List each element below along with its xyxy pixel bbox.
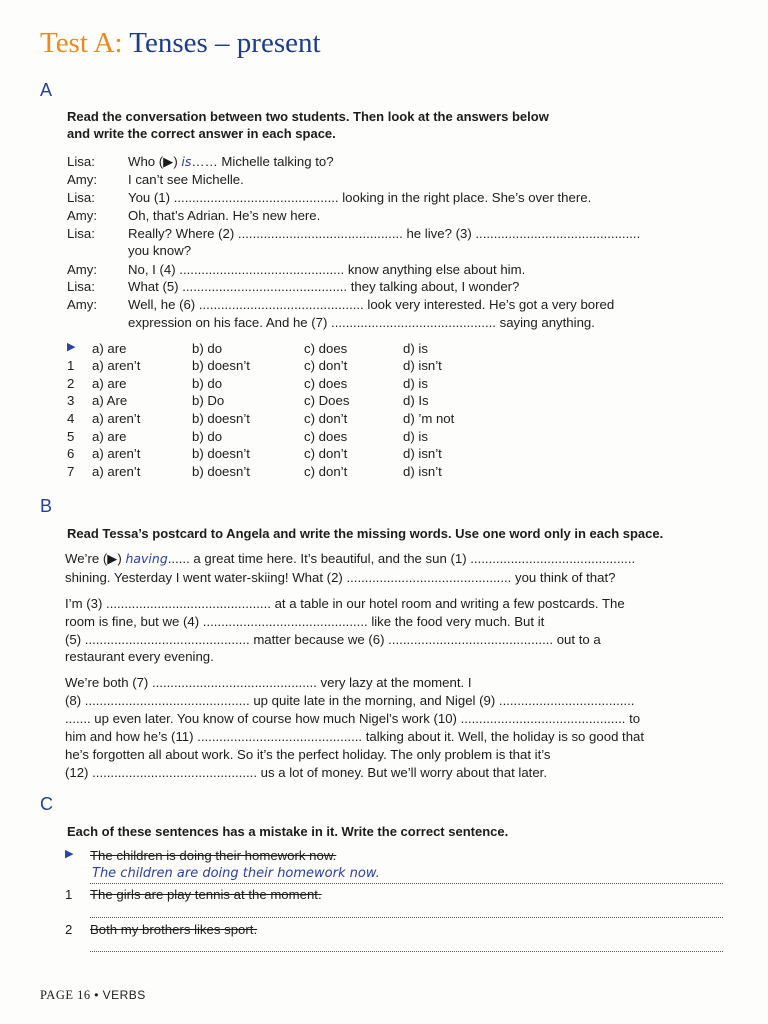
option-c: c) does bbox=[304, 341, 348, 356]
postcard-line: (5) ............................................. matter because we (6) ............................................. out to a bbox=[65, 632, 601, 647]
title-topic: Tenses – present bbox=[129, 27, 321, 59]
section-c-instruction: Each of these sentences has a mistake in it. Write the correct sentence. bbox=[67, 824, 509, 839]
section-c-label: C bbox=[40, 794, 53, 814]
example-marker: ▶ bbox=[65, 848, 74, 860]
postcard-line: room is fine, but we (4) ............................................. like the food very much. But it bbox=[65, 614, 545, 629]
dialogue-line bbox=[128, 189, 591, 206]
option-d: d) ’m not bbox=[403, 411, 455, 426]
dialogue-line bbox=[128, 242, 191, 259]
postcard-line: he’s forgotten all about work. So it’s the perfect holiday. The only problem is that it’s bbox=[65, 747, 551, 762]
handwritten-answer: having bbox=[125, 551, 168, 566]
footer-section: VERBS bbox=[102, 988, 146, 1002]
answer-line[interactable] bbox=[90, 916, 723, 918]
footer-bullet: • bbox=[94, 988, 99, 1002]
option-number: 4 bbox=[67, 411, 75, 426]
postcard-line: restaurant every evening. bbox=[65, 649, 214, 664]
option-number: 3 bbox=[67, 393, 75, 408]
speaker-label: Lisa: bbox=[67, 154, 95, 169]
dialogue-text: Oh, that’s Adrian. He’s new here. bbox=[128, 208, 321, 223]
option-d: d) is bbox=[403, 376, 428, 391]
postcard-line: him and how he’s (11) ............................................. talking about it. Well, the holiday is so good that bbox=[65, 729, 645, 744]
option-b: b) doesn’t bbox=[192, 411, 250, 426]
dialogue-line bbox=[128, 314, 595, 331]
option-a: a) are bbox=[92, 429, 127, 444]
option-d: d) is bbox=[403, 341, 428, 356]
section-b-instruction: Read Tessa’s postcard to Angela and write the missing words. Use one word only in each space. bbox=[67, 526, 664, 541]
incorrect-sentence: The children is doing their homework now. bbox=[90, 848, 337, 863]
postcard-line: We’re both (7) ............................................. very lazy at the moment. I bbox=[65, 675, 472, 690]
option-c: c) don’t bbox=[304, 411, 348, 426]
option-d: d) Is bbox=[403, 393, 429, 408]
speaker-label: Amy: bbox=[67, 297, 98, 312]
speaker-label: Lisa: bbox=[67, 226, 95, 241]
option-b: b) do bbox=[192, 429, 223, 444]
option-a: a) aren’t bbox=[92, 446, 141, 461]
option-a: a) are bbox=[92, 376, 127, 391]
postcard-line: shining. Yesterday I went water-skiing! What (2) ............................................. you think of that? bbox=[65, 570, 616, 585]
page-footer bbox=[40, 988, 146, 1003]
dialogue-text: …… Michelle talking to? bbox=[191, 154, 334, 169]
option-number: 6 bbox=[67, 446, 75, 461]
option-c: c) Does bbox=[304, 393, 350, 408]
option-a: a) aren’t bbox=[92, 464, 141, 479]
option-number: 7 bbox=[67, 464, 75, 479]
option-a: a) are bbox=[92, 341, 127, 356]
dialogue-line bbox=[128, 278, 519, 295]
dialogue-text: I can’t see Michelle. bbox=[128, 172, 244, 187]
section-a-instruction-2: and write the correct answer in each space. bbox=[67, 126, 336, 141]
option-a: a) aren’t bbox=[92, 411, 141, 426]
item-number: 2 bbox=[65, 922, 73, 937]
option-b: b) doesn’t bbox=[192, 464, 250, 479]
option-number: 2 bbox=[67, 376, 75, 391]
incorrect-sentence: Both my brothers likes sport. bbox=[90, 922, 258, 937]
dialogue-text: expression on his face. And he (7) ............................................. saying anything. bbox=[128, 315, 595, 330]
handwritten-answer: is bbox=[181, 154, 192, 169]
dialogue-line bbox=[128, 207, 320, 224]
dialogue-text: Really? Where (2) ............................................. he live? (3) ............................................. bbox=[128, 226, 641, 241]
page-number: PAGE 16 bbox=[40, 988, 91, 1002]
option-a: a) aren’t bbox=[92, 358, 141, 373]
postcard-line: We’re (▶) having...... a great time here. It’s beautiful, and the sun (1) ............................................. bbox=[65, 551, 636, 566]
dialogue-text: No, I (4) ............................................. know anything else about him. bbox=[128, 262, 526, 277]
option-b: b) do bbox=[192, 341, 223, 356]
option-a: a) Are bbox=[92, 393, 128, 408]
dialogue-line bbox=[128, 171, 244, 188]
section-a-label: A bbox=[40, 80, 53, 100]
option-c: c) does bbox=[304, 376, 348, 391]
speaker-label: Lisa: bbox=[67, 279, 95, 294]
option-b: b) do bbox=[192, 376, 223, 391]
option-b: b) Do bbox=[192, 393, 225, 408]
option-d: d) isn’t bbox=[403, 446, 442, 461]
page-title bbox=[40, 26, 321, 60]
speaker-label: Amy: bbox=[67, 262, 98, 277]
item-number: 1 bbox=[65, 887, 73, 902]
dialogue-text: Who (▶) bbox=[128, 154, 182, 169]
dialogue-line bbox=[128, 153, 334, 170]
answer-line[interactable] bbox=[90, 950, 723, 952]
title-test-label: Test A: bbox=[40, 27, 123, 59]
postcard-line: I’m (3) ............................................. at a table in our hotel room and writing a few postcards. The bbox=[65, 596, 625, 611]
speaker-label: Amy: bbox=[67, 208, 98, 223]
option-d: d) isn’t bbox=[403, 464, 442, 479]
option-number: 1 bbox=[67, 358, 75, 373]
handwritten-correction: The children are doing their homework now. bbox=[92, 866, 380, 881]
dialogue-text: What (5) ............................................. they talking about, I wonder? bbox=[128, 279, 520, 294]
dialogue-text: You (1) ............................................. looking in the right place. She’s over there. bbox=[128, 190, 592, 205]
option-number: 5 bbox=[67, 429, 75, 444]
option-d: d) is bbox=[403, 429, 428, 444]
section-b-label: B bbox=[40, 496, 53, 516]
dialogue-line bbox=[128, 225, 640, 242]
postcard-line: ....... up even later. You know of course how much Nigel’s work (10) ............................................. to bbox=[65, 711, 641, 726]
dialogue-line bbox=[128, 296, 614, 313]
answer-line bbox=[90, 882, 723, 884]
option-c: c) don’t bbox=[304, 464, 348, 479]
option-b: b) doesn’t bbox=[192, 446, 250, 461]
speaker-label: Amy: bbox=[67, 172, 98, 187]
option-b: b) doesn’t bbox=[192, 358, 250, 373]
dialogue-text: Well, he (6) ............................................. look very interested. He’s got a very bored bbox=[128, 297, 615, 312]
section-a-instruction-1: Read the conversation between two students. Then look at the answers below bbox=[67, 109, 549, 124]
dialogue-line bbox=[128, 261, 525, 278]
option-d: d) isn’t bbox=[403, 358, 442, 373]
dialogue-text: you know? bbox=[128, 243, 192, 258]
option-number: ▶ bbox=[67, 341, 76, 353]
postcard-line: (8) ............................................. up quite late in the morning, and Nigel (9) ..................................... bbox=[65, 693, 635, 708]
incorrect-sentence: The girls are play tennis at the moment. bbox=[90, 887, 322, 902]
option-c: c) don’t bbox=[304, 358, 348, 373]
option-c: c) does bbox=[304, 429, 348, 444]
postcard-line: (12) ............................................. us a lot of money. But we’ll worry about that later. bbox=[65, 765, 548, 780]
speaker-label: Lisa: bbox=[67, 190, 95, 205]
option-c: c) don’t bbox=[304, 446, 348, 461]
